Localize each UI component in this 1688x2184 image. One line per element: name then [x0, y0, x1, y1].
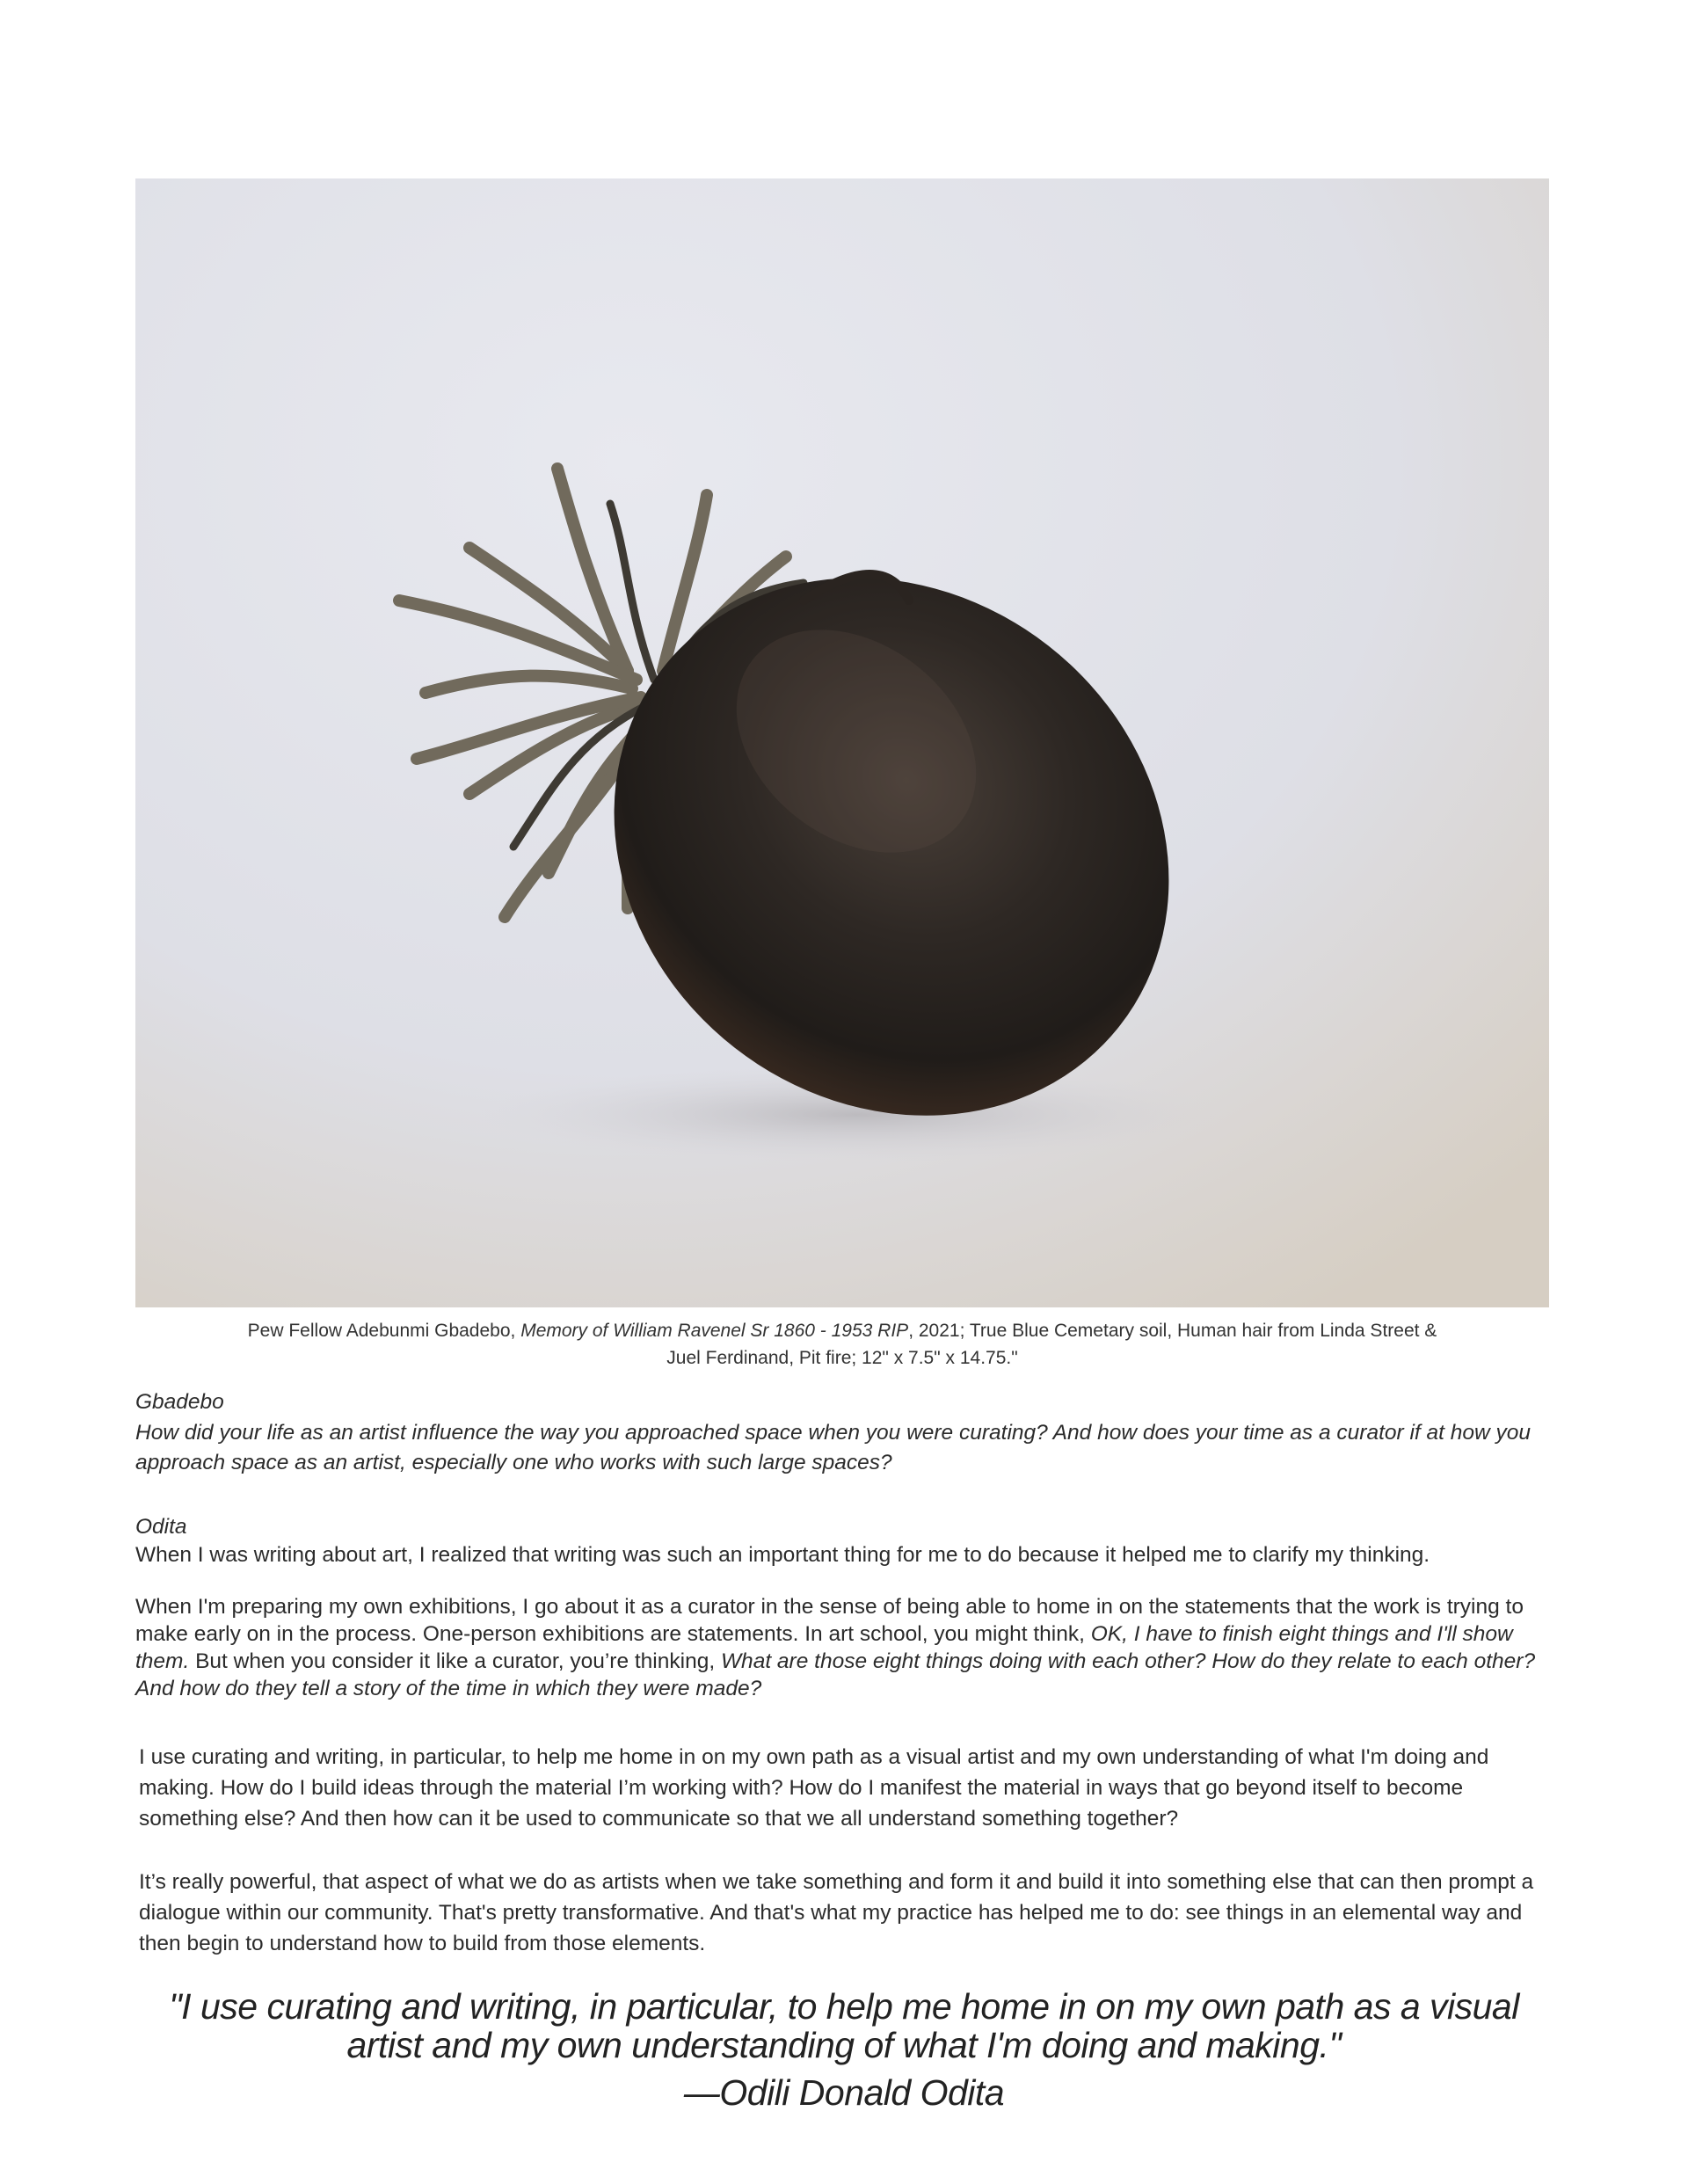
- pull-quote-attribution: —Odili Donald Odita: [683, 2072, 1005, 2113]
- answer-paragraph-2-text-b: But when you consider it like a curator, you’re thinking,: [189, 1649, 721, 1673]
- sculpture-photo: [135, 178, 1549, 1307]
- answer-paragraph-1: When I was writing about art, I realized that writing was such an important thing for me to do because it helped me to clarify my thinking.: [135, 1543, 1430, 1567]
- caption-prefix: Pew Fellow Adebunmi Gbadebo,: [247, 1321, 521, 1341]
- answer-paragraph-2-italic-a: OK, I have to finish eight things and I'll show them.: [135, 1622, 1513, 1673]
- answer-paragraph-2: [135, 1593, 1542, 1702]
- speaker-odita: Odita: [135, 1515, 187, 1539]
- caption-details-line2: Juel Ferdinand, Pit fire; 12" x 7.5" x 14.75.": [666, 1348, 1018, 1368]
- answer-paragraph-3: I use curating and writing, in particular, to help me home in on my own path as a visual artist and my own understanding of what I'm doing and making. How do I build ideas through the material I’m working with? How do I manifest the material in ways that go beyond itself to become something else? And then how can it be used to communicate so that we all understand something together?: [139, 1745, 1489, 1831]
- pull-quote-text: "I use curating and writing, in particular, to help me home in on my own path as a visual artist and my own understanding of what I'm doing and making.": [169, 1986, 1519, 2065]
- interview-question: How did your life as an artist influence the way you approached space when you were curating? And how does your time as a curator if at how you approach space as an artist, especially one who works with such large spaces?: [135, 1421, 1532, 1474]
- caption-artwork-title: Memory of William Ravenel Sr 1860 - 1953 RIP: [520, 1321, 909, 1341]
- answer-paragraph-2-italic-b: What are those eight things doing with each other? How do they relate to each other? And how do they tell a story of the time in which they were made?: [135, 1649, 1536, 1700]
- answer-paragraph-2-text-a: When I'm preparing my own exhibitions, I go about it as a curator in the sense of being able to home in on the statements that the work is trying to make early on in the process. One-person exhibitions are statements. In art school, you might think,: [135, 1595, 1524, 1646]
- photo-caption: [193, 1317, 1491, 1372]
- speaker-gbadebo: Gbadebo: [135, 1390, 224, 1414]
- pull-quote: [141, 1987, 1547, 2112]
- sculpture-photo-icon: [135, 178, 1549, 1307]
- caption-details: , 2021; True Blue Cemetary soil, Human hair from Linda Street &: [908, 1321, 1437, 1341]
- answer-paragraph-4: It’s really powerful, that aspect of what we do as artists when we take something and form it and build it into something else that can then prompt a dialogue within our community. That's pretty transformative. And that's what my practice has helped me to do: see things in an elemental way and then begin to understand how to build from those elements.: [139, 1870, 1534, 1955]
